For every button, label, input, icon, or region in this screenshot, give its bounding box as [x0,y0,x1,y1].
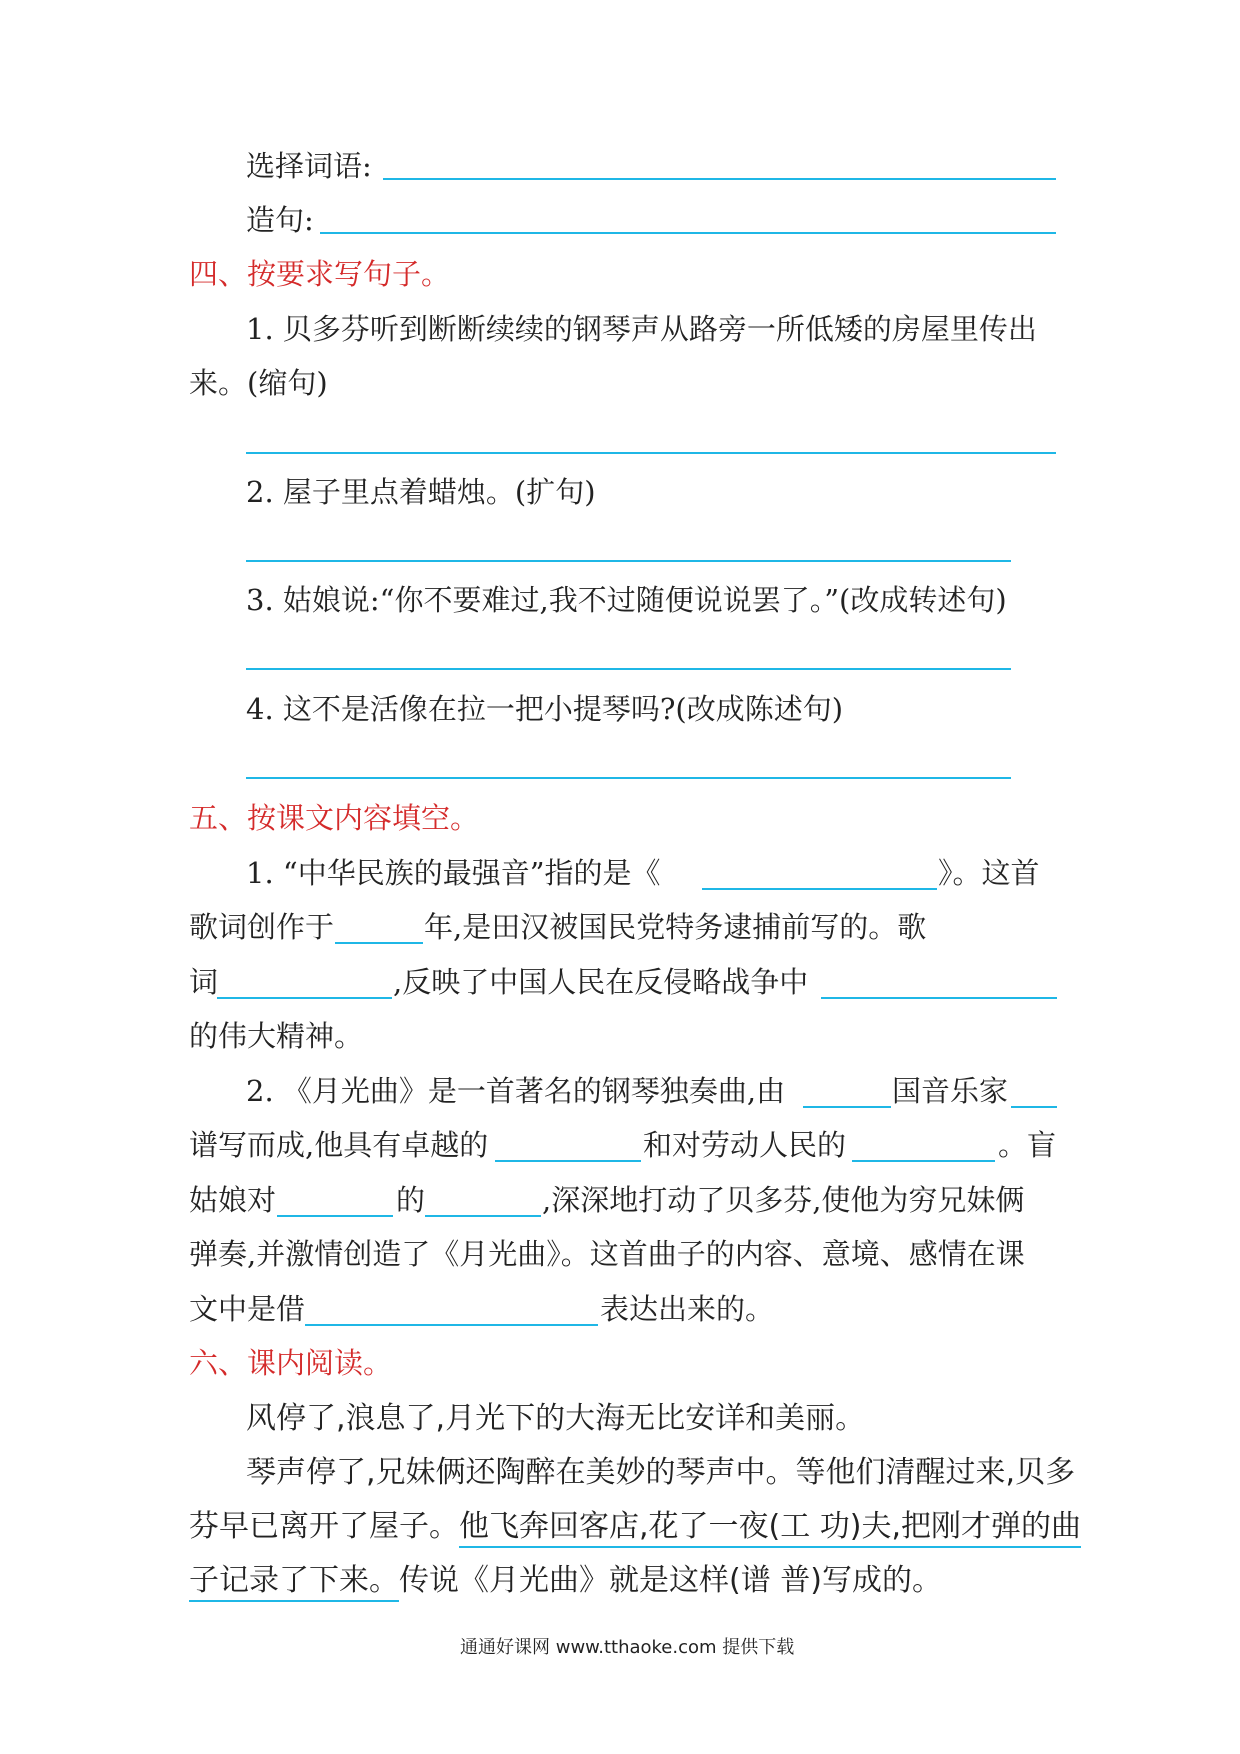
fill-text: ,反映了中国人民在反侵略战争中 [393,965,809,999]
underlined-sentence: 子记录了下来。 [189,1563,399,1602]
reading-text: 传说《月光曲》就是这样(谱 普)写成的。 [399,1563,942,1598]
fill-text: 文中是借 [189,1292,306,1326]
question-text: 1. 贝多芬听到断断续续的钢琴声从路旁一所低矮的房屋里传出 [246,312,1037,346]
fill-text: 表达出来的。 [600,1292,775,1326]
answer-line[interactable] [383,178,1056,180]
fill-blank[interactable] [803,1106,891,1108]
fill-text: 国音乐家 [892,1074,1009,1108]
page-footer: 通通好课网 www.tthaoke.com 提供下载 [460,1637,795,1658]
fill-text: 年,是田汉被国民党特务逮捕前写的。歌 [424,910,927,944]
fill-blank[interactable] [702,888,937,890]
fill-blank[interactable] [277,1215,393,1217]
fill-text: 词 [189,965,219,999]
fill-text: 》。这首 [938,856,1040,890]
reading-text: 芬早已离开了屋子。 [189,1509,459,1544]
question-text: 来。(缩句) [189,366,328,400]
answer-line[interactable] [246,668,1011,670]
fill-text: 1. “中华民族的最强音”指的是《 [246,856,661,890]
fill-blank[interactable] [305,1324,598,1326]
fill-text: 歌词创作于 [189,910,335,944]
fill-text: 2. 《月光曲》是一首著名的钢琴独奏曲,由 [246,1074,786,1108]
answer-line[interactable] [320,232,1056,234]
fill-text: 姑娘对 [189,1183,277,1217]
fill-text: 的伟大精神。 [189,1019,364,1053]
reading-paragraph: 风停了,浪息了,月光下的大海无比安详和美丽。 [246,1401,866,1436]
fill-blank[interactable] [217,997,392,999]
fill-blank[interactable] [495,1160,641,1162]
fill-text: 和对劳动人民的 [643,1128,847,1162]
choose-words-label: 选择词语: [246,149,372,183]
fill-blank[interactable] [852,1160,995,1162]
fill-text: 弹奏,并激情创造了《月光曲》。这首曲子的内容、意境、感情在课 [189,1237,1025,1271]
answer-line[interactable] [246,452,1056,454]
fill-blank[interactable] [335,942,423,944]
fill-text: ,深深地打动了贝多芬,使他为穷兄妹俩 [542,1183,1025,1217]
fill-text: 谱写而成,他具有卓越的 [189,1128,489,1162]
fill-text: 。盲 [998,1128,1057,1162]
question-text: 4. 这不是活像在拉一把小提琴吗?(改成陈述句) [246,692,844,726]
fill-blank[interactable] [821,997,1057,999]
reading-paragraph: 琴声停了,兄妹俩还陶醉在美妙的琴声中。等他们清醒过来,贝多 [246,1455,1076,1490]
answer-line[interactable] [246,560,1011,562]
reading-line [189,1507,1081,1547]
section-heading: 五、按课文内容填空。 [189,801,480,835]
underlined-sentence: 他飞奔回客店,花了一夜(工 功)夫,把刚才弹的曲 [459,1509,1081,1548]
reading-line [189,1561,942,1601]
section-heading: 四、按要求写句子。 [189,257,451,291]
section-heading: 六、课内阅读。 [189,1346,393,1380]
fill-text: 的 [396,1183,426,1217]
fill-blank[interactable] [425,1215,541,1217]
answer-line[interactable] [246,777,1011,779]
fill-blank[interactable] [1011,1106,1057,1108]
question-text: 2. 屋子里点着蜡烛。(扩句) [246,475,596,509]
question-text: 3. 姑娘说:“你不要难过,我不过随便说说罢了。”(改成转述句) [246,583,1007,617]
make-sentence-label: 造句: [246,203,314,237]
